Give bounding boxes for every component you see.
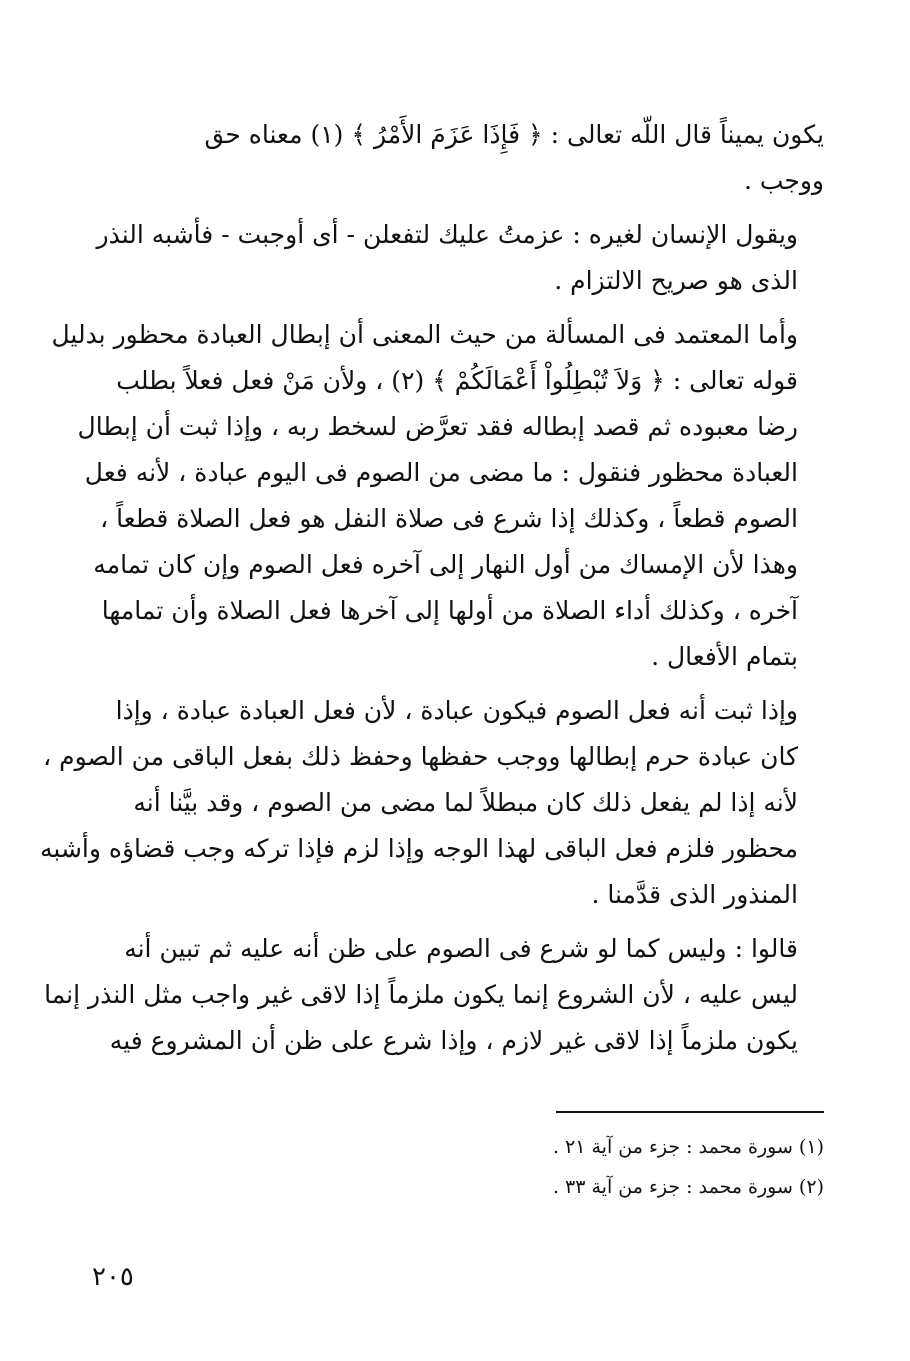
text-line: الصوم قطعاً ، وكذلك إذا شرع فى صلاة النفل هو فعل الصلاة قطعاً ، <box>100 504 798 533</box>
footnotes <box>470 1127 824 1207</box>
main-text <box>40 112 824 1072</box>
paragraph-3 <box>51 312 824 680</box>
text-line: المنذور الذى قدَّمنا . <box>591 880 798 909</box>
text-line: ووجب . <box>743 166 824 195</box>
text-line: وأما المعتمد فى المسألة من حيث المعنى أن إبطال العبادة محظور بدليل <box>51 320 798 349</box>
text-line: لأنه إذا لم يفعل ذلك كان مبطلاً لما مضى من الصوم ، وقد بيَّنا أنه <box>133 788 798 817</box>
text-line: قالوا : وليس كما لو شرع فى الصوم على ظن أنه عليه ثم تبين أنه <box>124 934 798 963</box>
text-line: ويقول الإنسان لغيره : عزمتُ عليك لتفعلن - أى أوجبت - فأشبه النذر <box>96 220 798 249</box>
page-number: ٢٠٥ <box>92 1262 134 1292</box>
footnote-1: (١) سورة محمد : جزء من آية ٢١ . <box>552 1136 824 1158</box>
text-line: يكون ملزماً إذا لاقى غير لازم ، وإذا شرع على ظن أن المشروع فيه <box>109 1026 798 1055</box>
text-line: يكون يميناً قال اللّه تعالى : ﴿ فَإِذَا عَزَمَ الأَمْرُ ﴾ (١) معناه حق <box>204 120 824 149</box>
text-line: كان عبادة حرم إبطالها ووجب حفظها وحفظ ذلك بفعل الباقى من الصوم ، <box>43 742 798 771</box>
text-line: ليس عليه ، لأن الشروع إنما يكون ملزماً إذا لاقى غير واجب مثل النذر إنما <box>44 980 798 1009</box>
text-line: بتمام الأفعال . <box>651 642 798 671</box>
text-line: قوله تعالى : ﴿ وَلاَ تُبْطِلُواْ أَعْمَالَكُمْ ﴾ (٢) ، ولأن مَنْ فعل فعلاً بطلب <box>116 366 798 395</box>
paragraph-5 <box>44 926 824 1064</box>
text-line: آخره ، وكذلك أداء الصلاة من أولها إلى آخرها فعل الصلاة وأن تمامها <box>101 596 798 625</box>
text-line: العبادة محظور فنقول : ما مضى من الصوم فى اليوم عبادة ، لأنه فعل <box>84 458 798 487</box>
text-line: وهذا لأن الإمساك من أول النهار إلى آخره فعل الصوم وإن كان تمامه <box>93 550 798 579</box>
text-line: رضا معبوده ثم قصد إبطاله فقد تعرَّض لسخط ربه ، وإذا ثبت أن إبطال <box>77 412 798 441</box>
paragraph-1 <box>118 112 824 204</box>
paragraph-4 <box>40 688 824 918</box>
footnote-2: (٢) سورة محمد : جزء من آية ٣٣ . <box>552 1176 824 1198</box>
text-line: وإذا ثبت أنه فعل الصوم فيكون عبادة ، لأن فعل العبادة عبادة ، وإذا <box>115 696 798 725</box>
text-line: الذى هو صريح الالتزام . <box>554 266 798 295</box>
footnote-separator <box>556 1111 824 1113</box>
paragraph-2 <box>96 212 824 304</box>
text-line: محظور فلزم فعل الباقى لهذا الوجه وإذا لزم فإذا تركه وجب قضاؤه وأشبه <box>40 834 798 863</box>
